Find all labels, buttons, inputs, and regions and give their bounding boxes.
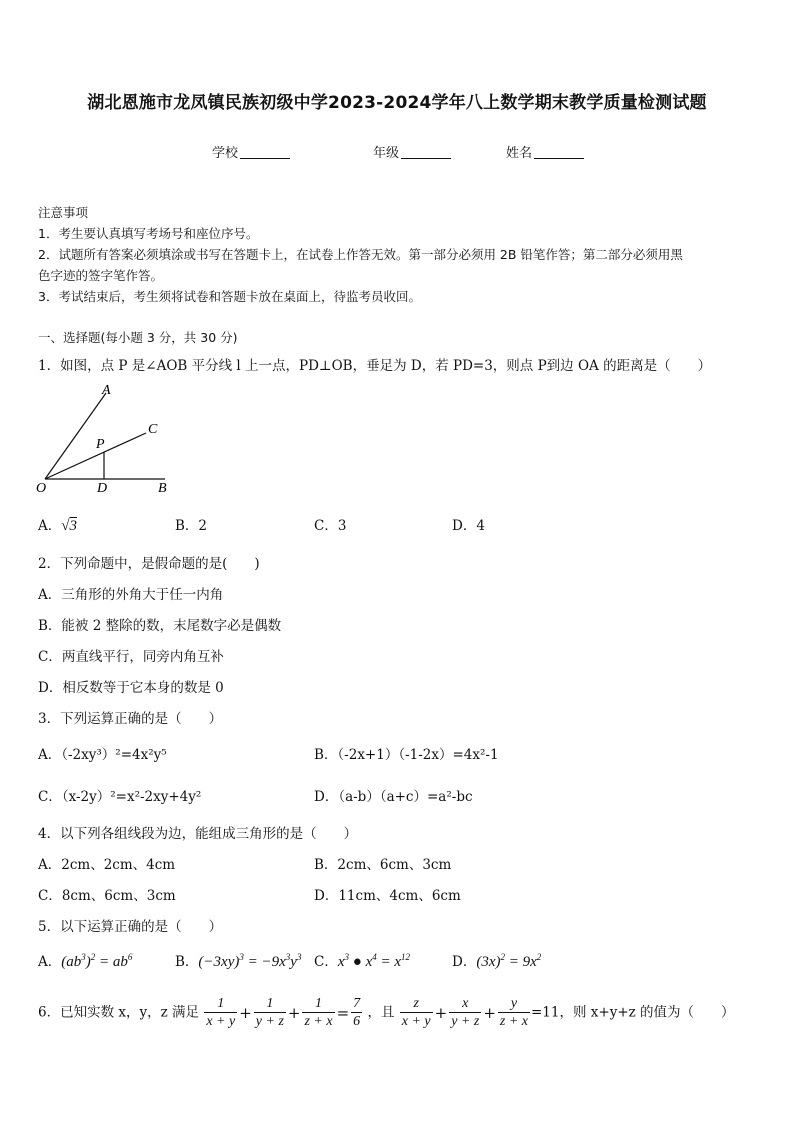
name-field: [506, 142, 584, 161]
label-c: C: [148, 422, 158, 437]
name-blank: [534, 146, 584, 159]
school-field: [212, 142, 290, 161]
q4-option-c[interactable]: C．8cm、6cm、3cm: [38, 888, 176, 904]
q2-option-a[interactable]: A．三角形的外角大于任一内角: [38, 587, 224, 603]
exam-title: 湖北恩施市龙凤镇民族初级中学2023-2024学年八上数学期末教学质量检测试题: [87, 93, 707, 113]
sqrt-icon: √: [61, 518, 70, 534]
q2-option-d[interactable]: D．相反数等于它本身的数是 0: [38, 680, 224, 696]
fraction-4: $\frac{7}{6}$: [353, 996, 361, 1029]
angle-figure: [30, 380, 180, 498]
q1-option-a-radicand: 3: [69, 518, 77, 534]
notes-heading: 注意事项: [38, 205, 89, 220]
grade-field: [373, 142, 451, 161]
question-6-suffix: =11，则 x+y+z 的值为（ ）: [531, 1004, 735, 1021]
q5-option-b[interactable]: B．$(-3xy)^3 = -9x^3y^3$: [175, 952, 302, 970]
q5-option-c-formula: $x^3$ ● $x^4 = x^{12}$: [337, 952, 411, 970]
q5-option-b-formula: $(-3xy)^3 = -9x^3y^3$: [198, 952, 302, 970]
notes-item-2-cont: 色字迹的签字笔作答。: [38, 268, 164, 283]
q5-option-c[interactable]: C．$x^3$ ● $x^4 = x^{12}$: [314, 952, 411, 970]
label-b: B: [158, 481, 167, 496]
fraction-6: $\frac{x}{y + z}$: [451, 996, 480, 1029]
q3-option-d[interactable]: D．（a-b）（a+c）=a²-bc: [314, 789, 473, 805]
question-4-text: 4．以下列各组线段为边，能组成三角形的是（ ）: [38, 826, 358, 842]
q3-option-a[interactable]: A．（-2xy³）²=4x²y⁵: [38, 747, 167, 763]
q4-option-b[interactable]: B．2cm、6cm、3cm: [314, 857, 452, 873]
question-6: 6．已知实数 x，y，z 满足 $\frac{1}{x + y}$ + $\frac{1}{y + z}$ + $\frac{1}{z + x}$ = $\frac{7}{6}$ ，且 $\frac{z}{x + y}$ + $\frac{x}{y + z}$ + $\frac{y}{z + x}$ =11，则 x+y+z 的值为（ ）: [38, 996, 735, 1029]
q5-option-d[interactable]: D．$(3x)^2 = 9x^2$: [452, 952, 542, 970]
question-5-text: 5．以下运算正确的是（ ）: [38, 919, 223, 935]
question-6-prefix: 6．已知实数 x，y，z 满足: [38, 1004, 200, 1021]
label-d: D: [97, 481, 108, 496]
q3-option-c[interactable]: C．（x-2y）²=x²-2xy+4y²: [38, 789, 202, 805]
notes-item-3: 3．考试结束后，考生须将试卷和答题卡放在桌面上，待监考员收回。: [38, 289, 421, 304]
q4-option-d[interactable]: D．11cm、4cm、6cm: [314, 888, 461, 904]
section-heading: 一、选择题(每小题 3 分，共 30 分): [38, 330, 238, 345]
fraction-5: $\frac{z}{x + y}$: [401, 996, 431, 1029]
q5-option-d-formula: $(3x)^2 = 9x^2$: [476, 952, 542, 970]
name-label: 姓名: [506, 146, 533, 161]
fraction-1: $\frac{1}{x + y}$: [206, 996, 236, 1029]
question-1-text: 1．如图，点 P 是∠AOB 平分线 l 上一点，PD⊥OB，垂足为 D，若 PD=3，则点 P到边 OA 的距离是（ ）: [38, 358, 712, 374]
q5-option-a-formula: $(ab^3)^2 = ab^6$: [61, 952, 133, 970]
q1-option-c[interactable]: C．3: [314, 518, 347, 534]
notes-item-2: 2．试题所有答案必须填涂或书写在答题卡上，在试卷上作答无效。第一部分必须用 2B 铅笔作答；第二部分必须用黑: [38, 247, 683, 262]
question-3-text: 3．下列运算正确的是（ ）: [38, 711, 223, 727]
q2-option-b[interactable]: B．能被 2 整除的数，末尾数字必是偶数: [38, 618, 282, 634]
question-2-text: 2．下列命题中，是假命题的是( ): [38, 556, 260, 572]
grade-label: 年级: [373, 146, 400, 161]
question-6-middle: ，且: [367, 1004, 395, 1021]
notes-item-1: 1．考生要认真填写考场号和座位序号。: [38, 226, 259, 241]
label-p: P: [96, 437, 105, 452]
label-o: O: [36, 481, 47, 496]
q1-option-a[interactable]: A．√3: [38, 518, 77, 534]
label-a: A: [102, 383, 111, 398]
q5-option-a[interactable]: A．$(ab^3)^2 = ab^6$: [38, 952, 133, 970]
school-blank: [240, 146, 290, 159]
q2-option-c[interactable]: C．两直线平行，同旁内角互补: [38, 649, 224, 665]
q1-option-b[interactable]: B．2: [175, 518, 208, 534]
q3-option-b[interactable]: B．（-2x+1）（-1-2x）=4x²-1: [314, 747, 499, 763]
q4-option-a[interactable]: A．2cm、2cm、4cm: [38, 857, 176, 873]
ray-oa: [45, 393, 106, 479]
grade-blank: [401, 146, 451, 159]
fraction-2: $\frac{1}{y + z}$: [255, 996, 284, 1029]
school-label: 学校: [212, 146, 239, 161]
fraction-7: $\frac{y}{z + x}$: [499, 996, 528, 1029]
q1-option-d[interactable]: D．4: [452, 518, 485, 534]
fraction-3: $\frac{1}{z + x}$: [304, 996, 333, 1029]
